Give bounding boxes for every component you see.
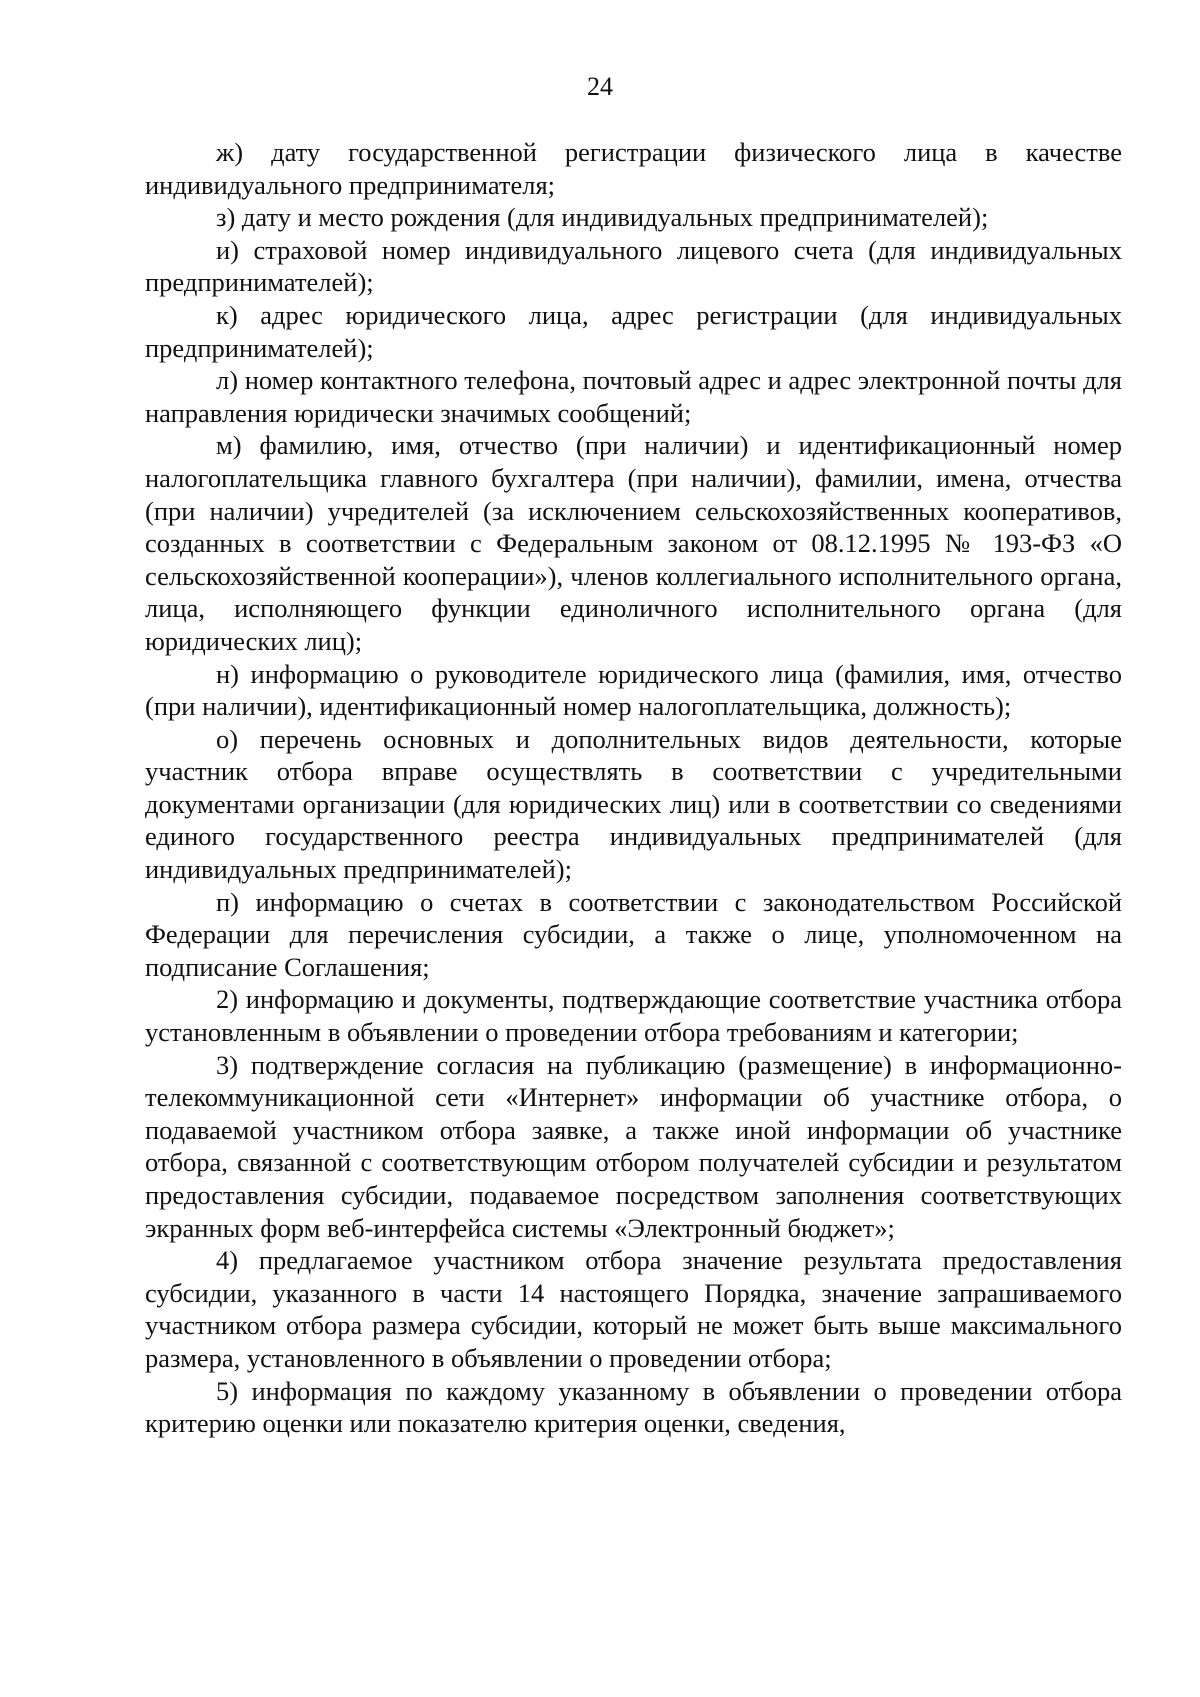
paragraph-o-activities-list: о) перечень основных и дополнительных видов деятельности, которые участник отбора вправе осуществлять в соответствии с учредительными документами организации (для юридических лиц) или в соответствии со сведениями единого государственного реестра индивидуальных предпринимателей (для индивидуальных предпринимателей); — [145, 723, 1122, 885]
paragraph-k-legal-address: к) адрес юридического лица, адрес регистрации (для индивидуальных предпринимателей); — [145, 299, 1122, 363]
paragraph-4-result-value: 4) предлагаемое участником отбора значение результата предоставления субсидии, указанного в части 14 настоящего Порядка, значение запрашиваемого участником отбора размера субсидии, который не может быть выше максимального размера, установленного в объявлении о проведении отбора; — [145, 1245, 1122, 1373]
paragraph-p-accounts-info: п) информацию о счетах в соответствии с законодательством Российской Федерации для перечисления субсидии, а также о лице, уполномоченном на подписание Соглашения; — [145, 886, 1122, 982]
document-body — [145, 136, 1122, 1440]
paragraph-z-birth-date-place: з) дату и место рождения (для индивидуальных предпринимателей); — [216, 202, 989, 233]
paragraph-zh-registration-date: ж) дату государственной регистрации физического лица в качестве индивидуального предпринимателя; — [145, 137, 1122, 200]
page-number: 24 — [587, 72, 613, 101]
paragraph-2-compliance-documents: 2) информацию и документы, подтверждающие соответствие участника отбора установленным в объявлении о проведении отбора требованиям и категории; — [145, 984, 1122, 1048]
paragraph-5-criteria-info: 5) информация по каждому указанному в объявлении о проведении отбора критерию оценки или показателю критерия оценки, сведения, — [145, 1375, 1122, 1439]
paragraph-i-insurance-number: и) страховой номер индивидуального лицевого счета (для индивидуальных предпринимателей); — [145, 234, 1122, 298]
paragraph-3-publication-consent: 3) подтверждение согласия на публикацию (размещение) в информационно-телекоммуникационной сети «Интернет» информации об участнике отбора, о подаваемой участником отбора заявке, а также иной информации об участнике отбора, связанной с соответствующим отбором получателей субсидии и результатом предоставления субсидии, подаваемое посредством заполнения соответствующих экранных форм веб-интерфейса системы «Электронный бюджет»; — [145, 1049, 1122, 1243]
paragraph-l-contact-phone: л) номер контактного телефона, почтовый адрес и адрес электронной почты для направления юридически значимых сообщений; — [145, 365, 1122, 428]
paragraph-m-accountant-founders: м) фамилию, имя, отчество (при наличии) и идентификационный номер налогоплательщика главного бухгалтера (при наличии), фамилии, имена, отчества (при наличии) учредителей (за исключением сельскохозяйственных кооперативов, созданных в соответствии с Федеральным законом от 08.12.1995 № 193-ФЗ «О сельскохозяйственной кооперации»), членов коллегиального исполнительного органа, лица, исполняющего функции единоличного исполнительного органа (для юридических лиц); — [145, 430, 1122, 656]
paragraph-n-head-info: н) информацию о руководителе юридического лица (фамилия, имя, отчество (при наличии), идентификационный номер налогоплательщика, должность); — [145, 658, 1122, 722]
